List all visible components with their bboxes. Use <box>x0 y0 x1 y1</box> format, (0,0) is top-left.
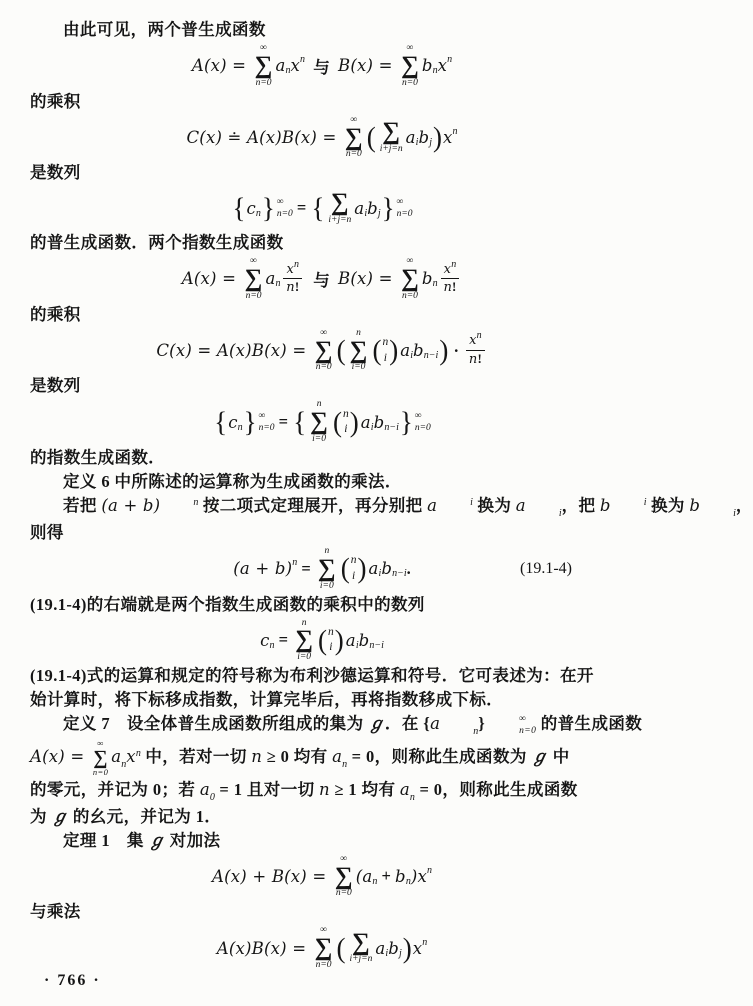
text-segment: A(x) = <box>191 56 252 76</box>
display-formula: A(x) = ∞ ∑ n=0 a n x n 与 B(x) = ∞ ∑ n=0 b n x n <box>191 43 453 88</box>
text-segment: 的乘积 <box>30 91 81 111</box>
text-segment: = <box>297 558 315 578</box>
text-segment: x <box>286 261 295 277</box>
paragraph-line: 定义 7 设全体普生成函数所组成的集为 ℊ．在 {a n} ∞ n=0 的普生成函数 <box>63 714 643 738</box>
limits-stack: ∞ n=0 <box>519 714 537 737</box>
display-formula: A(x) = ∞ ∑ n=0 a n $\frac{xn}{n!}$ 与 B(x) = ∞ ∑ n=0 b n $\frac{xn}{n!}$ <box>30 256 614 302</box>
text-segment: 定义 7 <box>63 714 110 734</box>
page-content <box>30 18 753 972</box>
paragraph-line <box>30 805 614 829</box>
text-segment: (19.1-4)的右端就是两个指数生成函数的乘积中的数列 <box>30 594 425 614</box>
text-segment: x <box>290 56 301 76</box>
paragraph-line <box>30 664 614 688</box>
text-segment: = <box>274 630 293 650</box>
text-segment: ， <box>735 495 753 515</box>
paragraph-line <box>30 231 614 255</box>
text-segment: ．它可表述为：在开 <box>441 666 594 686</box>
text-segment: ，并记为 0；若 <box>80 779 200 799</box>
text-segment: 的 <box>68 806 90 826</box>
text-segment: a <box>375 938 386 958</box>
text-segment: 乘法 <box>351 471 385 491</box>
text-segment: 设全体普生成函数所组成的集为 <box>109 714 369 734</box>
text-segment: ℊ <box>368 714 385 734</box>
summation-symbol: ∞ ∑ n=0 <box>244 256 263 301</box>
text-segment: 集 <box>109 830 149 850</box>
text-segment: ( <box>355 866 363 886</box>
big-delimiter: { <box>232 191 246 224</box>
page-number: · 766 · <box>44 971 101 989</box>
text-segment: 布利沙德运算和符号 <box>289 666 442 686</box>
text-segment: ℊ <box>51 806 69 826</box>
text-segment: b <box>373 412 385 432</box>
text-segment: . <box>406 558 411 578</box>
text-segment: } <box>478 714 486 734</box>
big-delimiter: ( <box>366 121 376 153</box>
display-formula: { c n } ∞ n=0 = { n ∑ i=0 ( n i ) a i b n−i } ∞ n=0 <box>214 399 431 445</box>
text-segment: · <box>449 340 464 360</box>
text-segment: = <box>292 198 311 218</box>
text-segment: 的普生成函数 <box>536 714 643 734</box>
paragraph-line: A(x) = ∞ ∑ n=0 anxn 中，若对一切 n ≥ 0 均有 an = 0，则称此生成函数为 ℊ 中 <box>30 738 570 777</box>
text-segment: A(x) = <box>181 269 242 289</box>
summation-symbol: ∞ ∑ n=0 <box>314 925 333 970</box>
text-segment: 对加法 <box>165 830 221 850</box>
text-segment: (a + b) <box>233 559 293 579</box>
text-segment: a <box>515 495 526 515</box>
display-formula: A(x) + B(x) = ∞ ∑ n=0 ( a n + b n ) x n <box>212 853 432 899</box>
text-segment: a <box>427 495 438 515</box>
text-segment: ) <box>410 866 418 886</box>
big-delimiter: { <box>293 405 307 438</box>
display-formula: { c n } ∞ n=0 = { ∑ i+j=n a i b j } ∞ n=0 <box>232 188 413 225</box>
text-segment: b <box>395 866 406 886</box>
text-segment: 与 <box>305 57 339 77</box>
text-segment: x <box>126 747 136 767</box>
text-segment: ，并记为 1． <box>123 806 222 826</box>
text-segment: x <box>443 261 452 277</box>
fraction: $\frac{xn}{n!}$ <box>283 262 302 297</box>
text-segment: 定义 6 中所陈述的运算称为生成函数的 <box>63 471 352 491</box>
text-segment: x <box>437 56 448 76</box>
text-segment: = 1 且对一切 <box>214 779 320 799</box>
summation-symbol: ∞ ∑ n=0 <box>334 853 353 899</box>
text-segment: a <box>354 198 365 218</box>
text-segment: 若把 <box>63 495 102 515</box>
text-segment: 幺元 <box>89 806 124 826</box>
limits-stack: ∞ n=0 <box>258 410 275 434</box>
text-segment: b <box>358 630 370 650</box>
display-formula: A(x)B(x) = ∞ ∑ n=0 ( ∑ i+j=n a i b j ) x n <box>216 925 428 970</box>
text-segment: a <box>368 559 379 579</box>
text-segment: 零元 <box>46 779 81 799</box>
text-segment: (19.1-4)式的运算和规定的符号称为 <box>30 666 290 686</box>
summation-symbol: n ∑ i=0 <box>349 327 368 373</box>
text-segment: A(x)B(x) = <box>216 938 312 958</box>
text-segment: 是数列 <box>30 376 81 396</box>
text-segment: 则得 <box>30 522 64 542</box>
paragraph-line <box>30 374 614 398</box>
paragraph-line <box>30 900 614 924</box>
text-segment: ，把 <box>561 495 600 515</box>
text-segment: 定理 1 <box>63 830 110 850</box>
text-segment: (a + b) <box>101 495 161 515</box>
text-segment: a <box>111 747 122 767</box>
paragraph-line <box>30 90 614 114</box>
text-segment: a <box>360 412 371 432</box>
text-segment: 换为 <box>472 495 516 515</box>
summation-symbol: ∞ ∑ n=0 <box>401 43 419 88</box>
summation-symbol: ∑ i+j=n <box>328 188 352 225</box>
binomial-coefficient: ( n i ) <box>318 624 344 656</box>
big-delimiter: { <box>214 405 228 438</box>
limits-stack: ∞ n=0 <box>414 410 431 434</box>
paragraph-line <box>30 18 614 42</box>
text-segment: a <box>362 866 373 886</box>
text-segment: b <box>421 269 433 289</box>
equation-number: (19.1-4) <box>520 559 572 577</box>
text-segment: ℊ <box>531 747 549 767</box>
big-delimiter: ( <box>336 931 346 964</box>
big-delimiter: { <box>311 191 325 224</box>
text-segment: n <box>443 280 453 296</box>
text-segment: 中 <box>548 747 570 767</box>
text-segment: { <box>423 714 431 734</box>
text-segment: x <box>469 333 477 349</box>
text-segment: n <box>286 280 295 296</box>
text-segment: n <box>251 747 263 767</box>
text-segment: 换为 <box>646 495 690 515</box>
limits-stack: ∞ n=0 <box>276 196 293 220</box>
summation-symbol: ∞ ∑ n=0 <box>314 327 333 373</box>
big-delimiter: ) <box>432 121 442 153</box>
text-segment: = <box>274 412 293 432</box>
paragraph-line <box>30 470 614 494</box>
text-segment: C(x) = A(x)B(x) = <box>156 341 312 361</box>
text-segment: ．在 <box>384 714 424 734</box>
text-segment: a <box>430 714 441 734</box>
text-segment: a <box>405 127 416 147</box>
display-formula: (a + b) n = n ∑ i=0 ( n i ) a i b n−i . (19.1-4) <box>233 545 572 591</box>
binomial-coefficient: ( n i ) <box>333 405 359 438</box>
summation-symbol: n ∑ i=0 <box>295 617 314 663</box>
text-segment: 的乘积 <box>30 304 81 324</box>
fraction: $\frac{xn}{n!}$ <box>441 262 460 297</box>
limits-stack: ∞ n=0 <box>396 196 413 220</box>
paragraph-line <box>30 593 614 617</box>
display-formula: C(x) = A(x)B(x) = ∞ ∑ n=0 ( n ∑ i=0 ( n i ) a i b n−i ) · $\frac{xn}{n!}$ <box>30 328 614 374</box>
text-segment: b <box>599 495 611 515</box>
big-delimiter: } <box>381 191 395 224</box>
summation-symbol: ∑ i+j=n <box>379 118 403 154</box>
text-segment: a <box>399 779 410 799</box>
text-segment: ≥ 0 均有 <box>262 747 333 767</box>
big-delimiter: } <box>243 405 257 438</box>
text-segment: x <box>442 127 453 147</box>
text-segment: 按二项式定理展开，再分别把 <box>198 495 428 515</box>
text-segment: b <box>388 938 399 958</box>
text-segment: ! <box>294 279 300 295</box>
summation-symbol: ∞ ∑ n=0 <box>254 43 273 88</box>
text-segment: c <box>246 198 256 218</box>
text-segment: ． <box>384 471 402 491</box>
summation-symbol: ∞ ∑ n=0 <box>401 256 419 301</box>
text-segment: x <box>417 866 427 886</box>
paragraph-line <box>30 829 614 853</box>
text-segment: 的 <box>30 779 47 799</box>
display-formula: C(x) ≐ A(x)B(x) = ∞ ∑ n=0 ( ∑ i+j=n a i b j ) x n <box>186 114 458 160</box>
text-segment: a <box>199 779 210 799</box>
text-segment: 由此可见，两个普生成函数 <box>63 20 266 39</box>
text-segment: c <box>260 630 270 650</box>
paragraph-line: 若把 (a + b) n 按二项式定理展开，再分别把 a i 换为 a i，把 b i 换为 b i， <box>63 495 753 519</box>
text-segment: A(x) + B(x) = <box>212 866 332 886</box>
text-segment: C(x) ≐ A(x)B(x) = <box>186 127 342 147</box>
text-segment: a <box>332 747 343 767</box>
binomial-coefficient: ( n i ) <box>372 334 399 366</box>
big-delimiter: } <box>261 191 275 224</box>
text-segment: b <box>418 127 430 147</box>
paragraph-line: 的零元，并记为 0；若 a0 = 1 且对一切 n ≥ 1 均有 an = 0，则称此生成函数 <box>30 779 578 803</box>
text-segment: b <box>689 495 701 515</box>
big-delimiter: ( <box>336 334 346 366</box>
text-segment: 的指数生成函数． <box>30 447 166 467</box>
text-segment: a <box>265 269 276 289</box>
summation-symbol: ∞ ∑ n=0 <box>344 114 363 160</box>
paragraph-line <box>30 688 614 712</box>
summation-symbol: ∑ i+j=n <box>349 928 373 965</box>
text-segment: = 0，则称此生成函数 <box>414 779 578 799</box>
text-segment: 与乘法 <box>30 902 81 922</box>
text-segment: b <box>413 341 424 361</box>
paragraph-line <box>30 303 614 327</box>
paragraph-line <box>30 446 614 470</box>
big-delimiter: ) <box>402 931 412 964</box>
text-segment: a <box>400 341 411 361</box>
big-delimiter: ) <box>439 334 449 366</box>
text-segment: x <box>412 938 423 958</box>
text-segment: n <box>468 352 478 368</box>
text-segment: A(x) = <box>30 747 90 767</box>
text-segment: c <box>228 412 238 432</box>
text-segment: ! <box>452 279 457 295</box>
text-segment: 的普生成函数．两个指数生成函数 <box>30 233 284 253</box>
text-segment: 与 <box>305 270 339 290</box>
text-segment: a <box>345 630 356 650</box>
summation-symbol: ∞ ∑ n=0 <box>92 738 109 777</box>
text-segment: + <box>377 866 396 886</box>
summation-symbol: n ∑ i=0 <box>317 545 336 591</box>
text-segment: b <box>421 56 433 76</box>
big-delimiter: } <box>399 405 413 438</box>
text-segment: a <box>275 56 286 76</box>
display-formula: c n = n ∑ i=0 ( n i ) a i b n−i <box>260 617 384 663</box>
text-segment: B(x) = <box>338 56 399 76</box>
text-segment: ! <box>477 351 482 367</box>
text-segment: = 0，则称此生成函数为 <box>347 747 532 767</box>
text-segment: n <box>319 779 330 799</box>
text-segment: ≥ 1 均有 <box>329 779 400 799</box>
summation-symbol: n ∑ i=0 <box>310 399 328 445</box>
text-segment: 是数列 <box>30 163 81 183</box>
text-segment: 中，若对一切 <box>140 747 252 767</box>
text-segment: b <box>381 559 393 579</box>
text-segment: 为 <box>30 806 52 826</box>
text-segment: 始计算时，将下标移成指数，计算完毕后，再将指数移成下标． <box>30 690 504 710</box>
binomial-coefficient: ( n i ) <box>340 552 367 584</box>
fraction: $\frac{xn}{n!}$ <box>466 333 485 368</box>
text-segment: B(x) = <box>338 269 399 289</box>
text-segment: ℊ <box>148 830 166 850</box>
text-segment: b <box>367 198 378 218</box>
paragraph-line <box>30 161 614 185</box>
